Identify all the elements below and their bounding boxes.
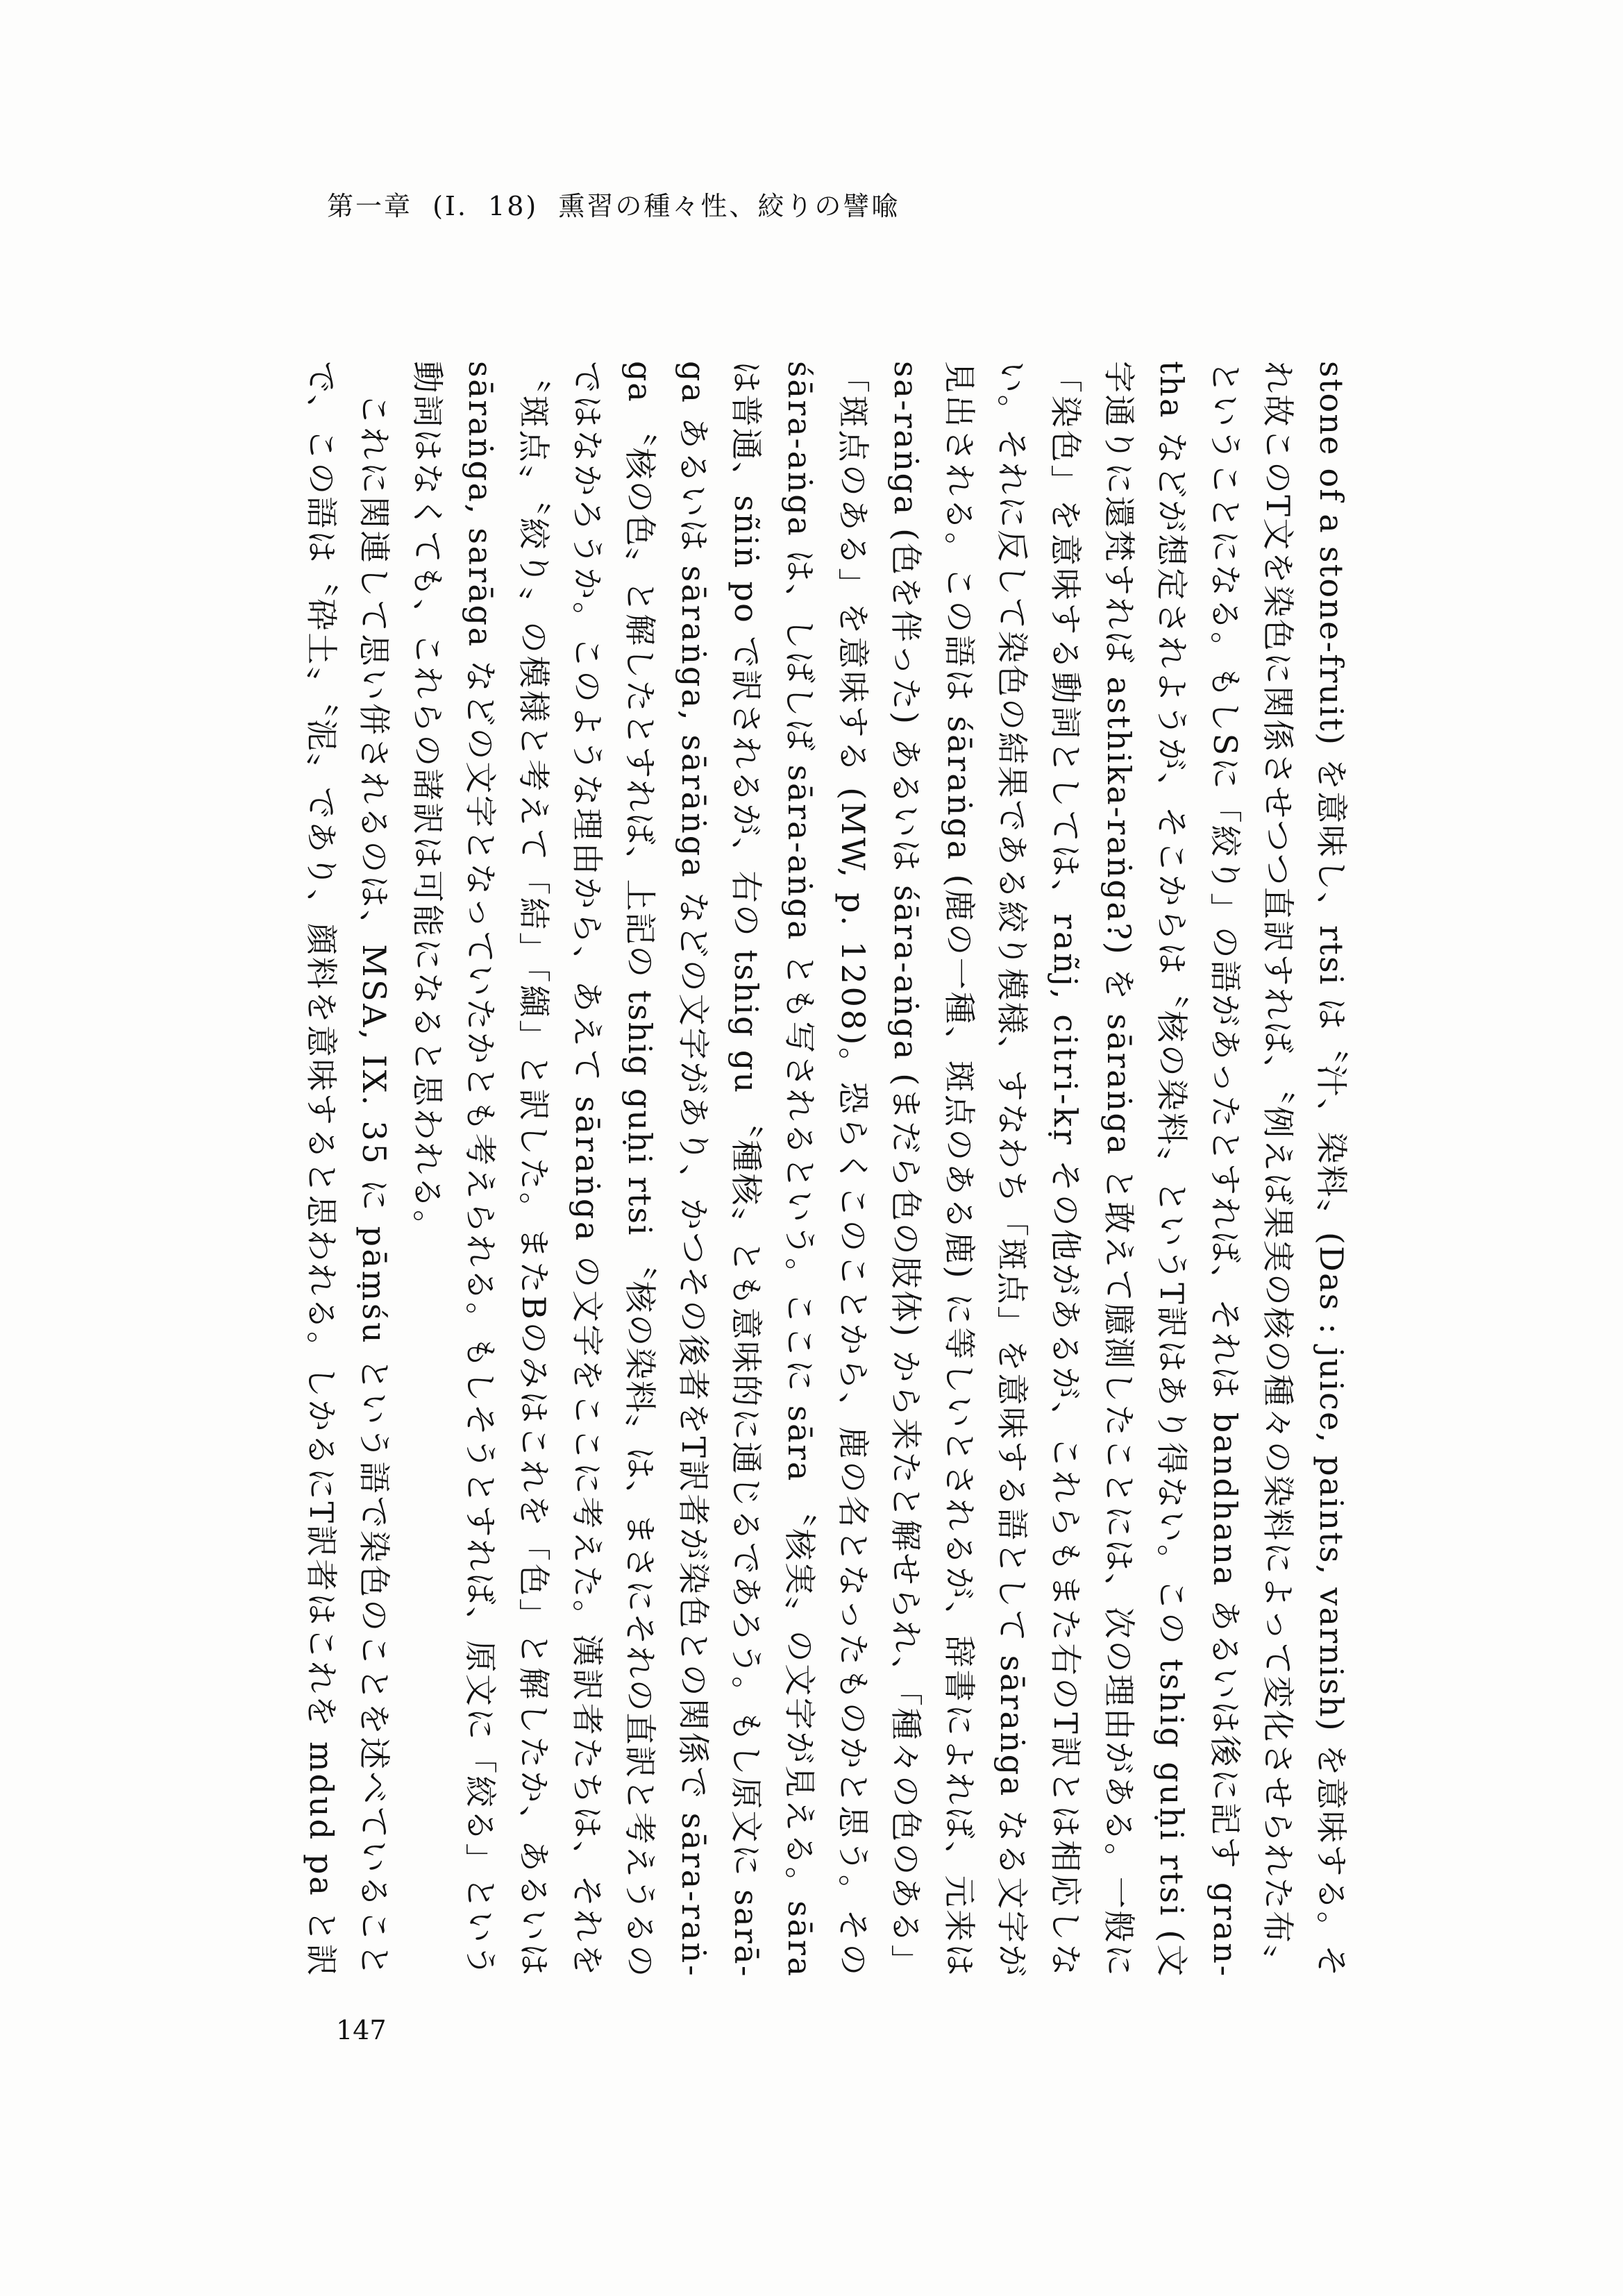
body-line-text: ga あるいは sāraṅga, sārāṅga などの文字があり、かつその後者をT訳者が染色との関係で sāra-raṅ-: [674, 361, 712, 1978]
body-line: [720, 361, 773, 1978]
body-line: [880, 361, 933, 1978]
body-line-text: 字通りに還梵すれば asthika-raṅga?) を sāraṅga と敢えて臆測したことには、次の理由がある。一般に: [1100, 361, 1138, 1978]
body-line-text: tha などが想定されようが、そこからは〝核の染料〟というT訳はあり得ない。この tshig guḥi rtsi (文: [1153, 361, 1191, 1979]
paragraph-start-line: [348, 361, 401, 1978]
body-line: [773, 361, 826, 1978]
body-line: [1252, 361, 1305, 1978]
body-line-text: ではなかろうか。このような理由から、あえて sāraṅga の文字をここに考えた。漢訳者たちは、それを: [568, 361, 606, 1979]
body-line: [986, 361, 1039, 1978]
body-line: [614, 361, 667, 1978]
body-line: [1038, 361, 1092, 1978]
body-line-text: ga 〝核の色〟と解したとすれば、上記の tshig guḥi rtsi 〝核の染料〟は、まさにそれの直訳と考えうるの: [621, 361, 659, 1979]
body-line-text: ということになる。もしSに「絞り」の語があったとすれば、それは bandhana あるいは後に記す gran-: [1206, 361, 1244, 1978]
body-line: [932, 361, 986, 1978]
body-line: [666, 361, 720, 1978]
running-header: 第一章 (I. 18) 熏習の種々性、絞りの譬喩: [327, 191, 900, 221]
body-line-text: 見出される。この語は śāraṅga (鹿の一種、斑点のある鹿) に等しいとされるが、辞書によれば、元来は: [940, 361, 978, 1978]
body-line-text: これに関連して思い併されるのは、MSA, IX. 35 に pāṃśu という語で染色のことを述べていること: [355, 393, 394, 1979]
body-line: [1092, 361, 1145, 1978]
page-number: 147: [336, 2015, 387, 2045]
body-line: [507, 361, 561, 1978]
body-line-text: 「染色」を意味する動詞としては、rañj, citri-kṛ その他があるが、これらもまた右のT訳とは相応しな: [1047, 361, 1085, 1978]
body-line: [1145, 361, 1199, 1978]
body-line: [1198, 361, 1252, 1978]
body-line-text: śāra-aṅga は、しばしば sāra-aṅga とも写されるという。ここに sāra 〝核実〟の文字が見える。sāra: [781, 361, 819, 1978]
body-text: [294, 361, 1358, 1978]
body-line-text: は普通、sñiṅ po で訳されるが、右の tshig gu 〝種核〟とも意味的に通じるであろう。もし原文に sarā-: [728, 361, 766, 1978]
paragraph-end-line: [401, 361, 454, 1978]
body-line-text: sāraṅga, sarāga などの文字となっていたかとも考えられる。もしそうとすれば、原文に「絞る」という: [462, 361, 500, 1979]
body-line: [560, 361, 614, 1978]
body-line-text: い。それに反して染色の結果である絞り模様、すなわち「斑点」を意味する語として sāraṅga なる文字が: [993, 361, 1032, 1979]
body-line-text: stone of a stone-fruit) を意味し、rtsi は〝汁、染料〟(Das : juice, paints, varnish) を意味する。そ: [1313, 361, 1350, 1979]
body-line-text: 「斑点のある」を意味する (MW, p. 1208)。恐らくこのことから、鹿の名となったものかと思う。その: [834, 361, 872, 1978]
body-line-text: 動詞はなくても、これらの諸訳は可能になると思われる。: [408, 361, 446, 1244]
body-line-text: で、この語は〝砕土〟〝泥〟であり、顔料を意味すると思われる。しかるにT訳者はこれを mdud pa と訳: [302, 361, 340, 1978]
body-line: [1304, 361, 1358, 1978]
body-line: [454, 361, 507, 1978]
body-line-text: れ故このT文を染色に関係させつつ直訳すれば、〝例えば果実の核の種々の染料によって変化させられた布〟: [1259, 361, 1297, 1978]
body-line: [826, 361, 880, 1978]
body-line-text: 〝斑点〟〝絞り〟の模様と考えて「結」「纈」と訳した。またBのみはこれを「色」と解したか、あるいは: [515, 361, 553, 1978]
body-line: [294, 361, 348, 1978]
body-line-text: sa-raṅga (色を伴った) あるいは śāra-aṅga (まだら色の肢体) から来たと解せられ、「種々の色のある」: [887, 361, 925, 1979]
